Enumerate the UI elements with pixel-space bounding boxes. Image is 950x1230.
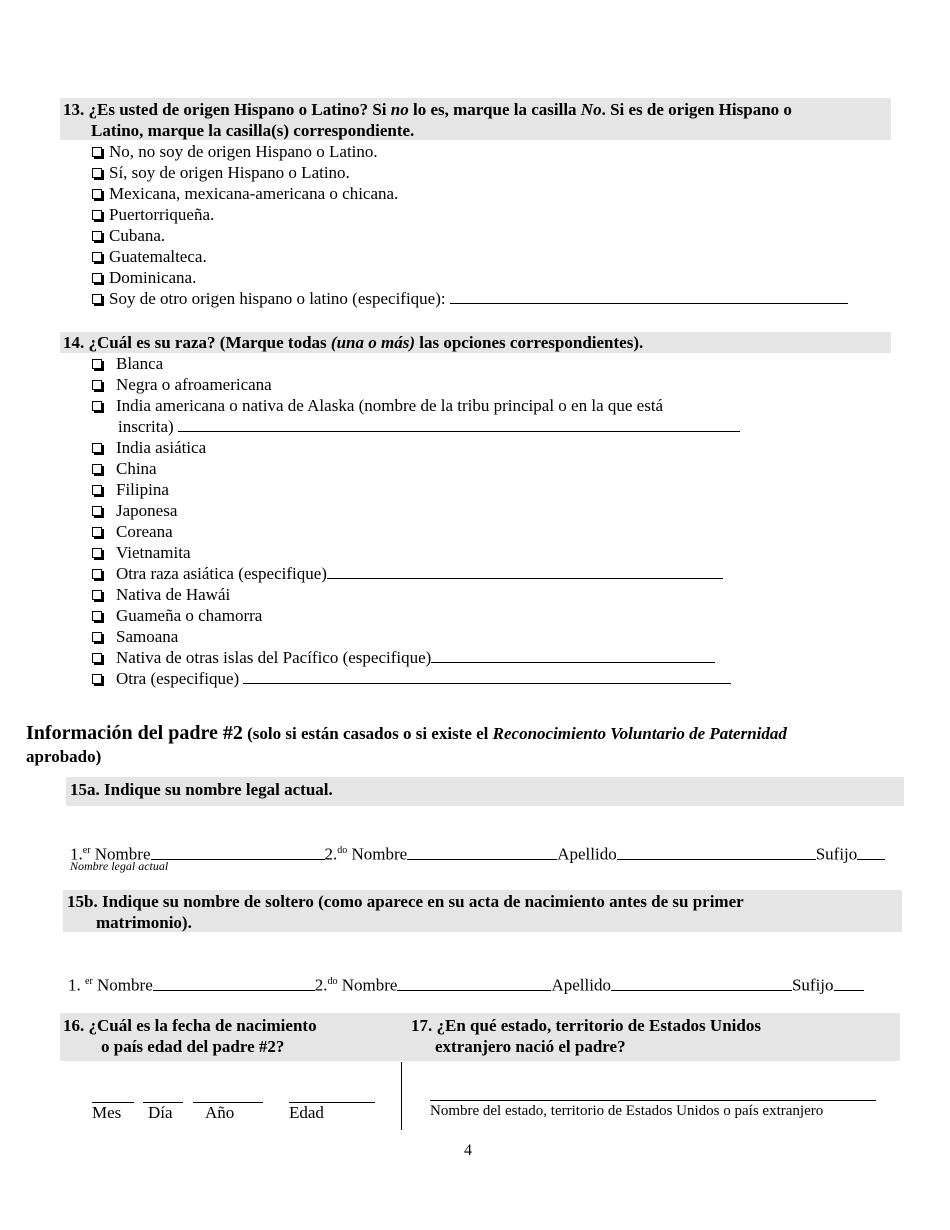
- checkbox[interactable]: [92, 632, 102, 642]
- q13-option[interactable]: Dominicana.: [92, 267, 848, 288]
- q14-option[interactable]: India americana o nativa de Alaska (nombre de la tribu principal o en la que está: [92, 395, 740, 416]
- q15a-caption: Nombre legal actual: [70, 859, 169, 873]
- age-line[interactable]: [289, 1088, 375, 1103]
- q15a-title: 15a. Indique su nombre legal actual.: [70, 780, 333, 799]
- checkbox[interactable]: [92, 294, 102, 304]
- section-title: Información del padre #2: [26, 722, 243, 744]
- checkbox[interactable]: [92, 443, 102, 453]
- checkbox[interactable]: [92, 653, 102, 663]
- suffix-line[interactable]: [857, 845, 885, 860]
- q13-option[interactable]: Guatemalteca.: [92, 246, 848, 267]
- checkbox[interactable]: [92, 548, 102, 558]
- last-name-line[interactable]: [611, 976, 792, 991]
- q13-options: [92, 141, 848, 309]
- birthplace-line[interactable]: [430, 1086, 876, 1101]
- q13-option[interactable]: Soy de otro origen hispano o latino (especifique):: [92, 288, 848, 309]
- checkbox[interactable]: [92, 527, 102, 537]
- q14-option[interactable]: Samoana: [92, 626, 740, 647]
- month-line[interactable]: [92, 1088, 134, 1103]
- middle-name-line[interactable]: [407, 845, 557, 860]
- q14-option[interactable]: Japonesa: [92, 500, 740, 521]
- vertical-divider: [401, 1062, 402, 1130]
- tribe-line[interactable]: [178, 417, 740, 432]
- middle-name-line[interactable]: [397, 976, 551, 991]
- q14-option[interactable]: Vietnamita: [92, 542, 740, 563]
- checkbox[interactable]: [92, 168, 102, 178]
- suffix-line[interactable]: [834, 976, 864, 991]
- specify-line[interactable]: [243, 669, 731, 684]
- q15b-name-row: 1. $^{er}$ Nombre 2.$^{do}$ Nombre Apellido Sufijo: [68, 971, 864, 996]
- checkbox[interactable]: [92, 506, 102, 516]
- q13-title: 13. ¿Es usted de origen Hispano o Latino? Si no lo es, marque la casilla No. Si es de origen Hispano o Latino, marque la casilla(s) correspondiente.: [63, 100, 792, 140]
- q16-title: 16. ¿Cuál es la fecha de nacimiento o país edad del padre #2?: [63, 1016, 317, 1056]
- q13-option[interactable]: Cubana.: [92, 225, 848, 246]
- year-label: Año: [205, 1103, 235, 1122]
- checkbox[interactable]: [92, 569, 102, 579]
- checkbox[interactable]: [92, 147, 102, 157]
- q15a-name-row: 1.$^{er}$ Nombre 2.$^{do}$ Nombre Apellido Sufijo: [70, 840, 885, 865]
- checkbox[interactable]: [92, 252, 102, 262]
- day-label: Día: [148, 1103, 173, 1122]
- checkbox[interactable]: [92, 189, 102, 199]
- checkbox[interactable]: [92, 464, 102, 474]
- q14-option[interactable]: Otra raza asiática (especifique): [92, 563, 740, 584]
- q14-option[interactable]: Coreana: [92, 521, 740, 542]
- year-line[interactable]: [193, 1088, 263, 1103]
- q14-title: 14. ¿Cuál es su raza? (Marque todas (una o más) las opciones correspondientes).: [63, 333, 644, 352]
- checkbox[interactable]: [92, 231, 102, 241]
- q13-option[interactable]: Sí, soy de origen Hispano o Latino.: [92, 162, 848, 183]
- checkbox[interactable]: [92, 401, 102, 411]
- checkbox[interactable]: [92, 273, 102, 283]
- checkbox[interactable]: [92, 590, 102, 600]
- q14-option-cont: inscrita): [92, 416, 740, 437]
- age-label: Edad: [289, 1103, 324, 1122]
- q17-title: 17. ¿En qué estado, territorio de Estados Unidos extranjero nació el padre?: [411, 1016, 761, 1056]
- specify-line[interactable]: [431, 648, 715, 663]
- checkbox[interactable]: [92, 674, 102, 684]
- checkbox[interactable]: [92, 210, 102, 220]
- first-name-line[interactable]: [151, 845, 325, 860]
- section-header: Información del padre #2 (solo si están casados o si existe el Reconocimiento Voluntario de Paternidad aprobado): [26, 722, 787, 766]
- checkbox[interactable]: [92, 359, 102, 369]
- checkbox[interactable]: [92, 611, 102, 621]
- q14-option[interactable]: Negra o afroamericana: [92, 374, 740, 395]
- checkbox[interactable]: [92, 485, 102, 495]
- q14-option[interactable]: Nativa de otras islas del Pacífico (especifique): [92, 647, 740, 668]
- birthplace-caption: Nombre del estado, territorio de Estados Unidos o país extranjero: [430, 1103, 824, 1119]
- q14-option[interactable]: Otra (especifique): [92, 668, 740, 689]
- month-label: Mes: [92, 1103, 122, 1122]
- first-name-line[interactable]: [153, 976, 315, 991]
- day-line[interactable]: [143, 1088, 183, 1103]
- q15b-title: 15b. Indique su nombre de soltero (como aparece en su acta de nacimiento antes de su primer matrimonio).: [67, 892, 744, 932]
- q14-option[interactable]: China: [92, 458, 740, 479]
- q14-option[interactable]: Filipina: [92, 479, 740, 500]
- last-name-line[interactable]: [617, 845, 816, 860]
- specify-line[interactable]: [450, 289, 848, 304]
- specify-line[interactable]: [327, 564, 723, 579]
- q13-option[interactable]: Puertorriqueña.: [92, 204, 848, 225]
- page-number: 4: [464, 1142, 472, 1159]
- q14-option[interactable]: Guameña o chamorra: [92, 605, 740, 626]
- checkbox[interactable]: [92, 380, 102, 390]
- q13-option[interactable]: Mexicana, mexicana-americana o chicana.: [92, 183, 848, 204]
- q14-option[interactable]: Nativa de Hawái: [92, 584, 740, 605]
- q14-option[interactable]: India asiática: [92, 437, 740, 458]
- q13-option[interactable]: No, no soy de origen Hispano o Latino.: [92, 141, 848, 162]
- q14-option[interactable]: Blanca: [92, 353, 740, 374]
- q14-options: [92, 353, 740, 689]
